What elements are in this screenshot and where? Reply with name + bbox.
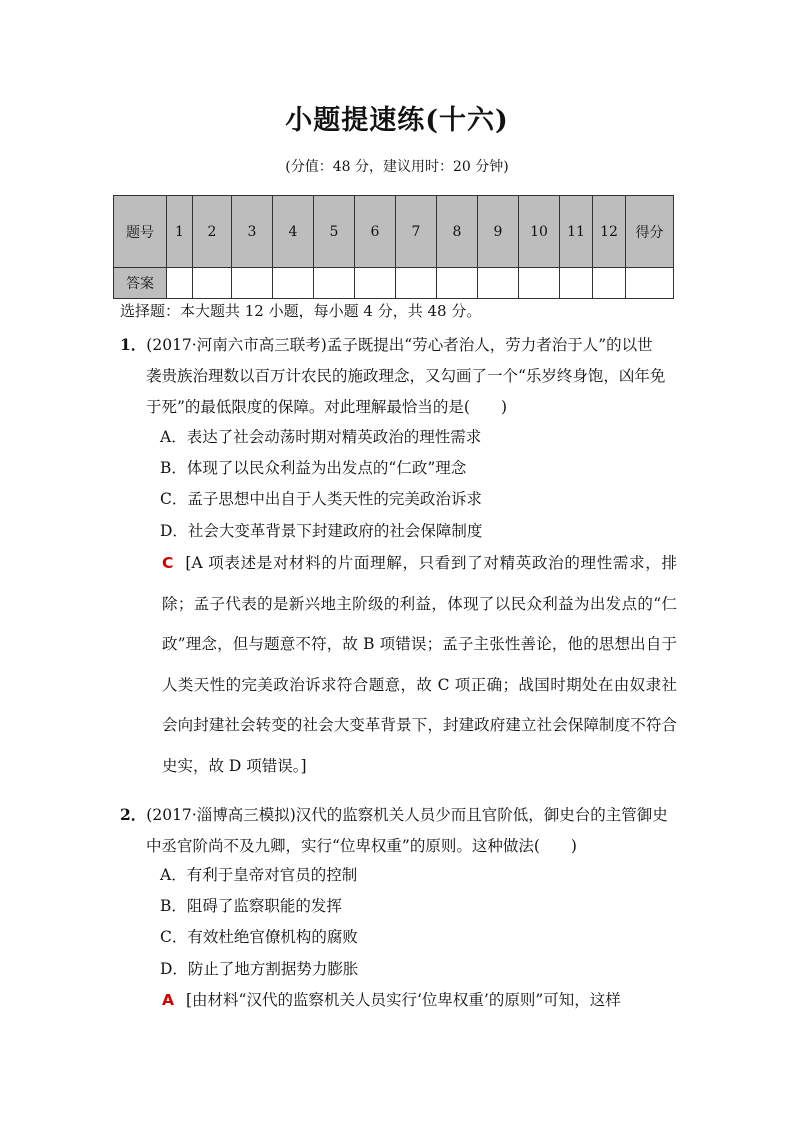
question-number-cell: 7 [396,196,437,268]
answer-cell[interactable] [355,268,396,299]
answer-cell[interactable] [314,268,355,299]
score-label: 得分 [626,196,674,268]
option-b[interactable]: B．阻碍了监察职能的发挥 [160,897,342,915]
option-a[interactable]: A．表达了社会动荡时期对精英政治的理性需求 [160,428,482,446]
question-number: 1． [120,335,147,354]
question-number-label: 题号 [114,196,167,268]
answer-cell[interactable] [519,268,560,299]
answer-cell[interactable] [396,268,437,299]
question-1 [120,329,680,423]
question-number-cell: 6 [355,196,396,268]
explanation-2 [162,980,677,1021]
question-number-cell: 1 [167,196,193,268]
explanation-text: [A 项表述是对材料的片面理解，只看到了对精英政治的理性需求，排除；孟子代表的是新兴地主阶级的利益，体现了以民众利益为出发点的“仁政”理念，但与题意不符，故 B 项错误；孟子主张性善论，他的思想出自于人类天性的完美政治诉求符合题意，故 C 项正确；战国时期处在由奴隶社会向封建社会转变的社会大变革背景下，封建政府建立社会保障制度不符合史实，故 D 项错误。] [162,554,677,775]
question-number-cell: 4 [273,196,314,268]
question-number-cell: 11 [560,196,593,268]
answer-cell[interactable] [478,268,519,299]
question-number: 2． [120,805,147,824]
option-c[interactable]: C．有效杜绝官僚机构的腐败 [160,928,358,946]
answer-letter: C [162,554,174,572]
answer-cell[interactable] [593,268,626,299]
question-stem-rest: 袭贵族治理数以百万计农民的施政理念，又勾画了一个“乐岁终身饱，凶年免于死”的最低限度的保障。对此理解最恰当的是( ) [146,367,666,416]
score-table [113,195,674,299]
option-d[interactable]: D．社会大变革背景下封建政府的社会保障制度 [160,522,483,540]
question-number-cell: 9 [478,196,519,268]
option-d[interactable]: D．防止了地方割据势力膨胀 [160,960,359,978]
question-2 [120,799,680,862]
question-stem-rest: 中丞官阶尚不及九卿，实行“位卑权重”的原则。这种做法( ) [146,837,577,855]
page-title: 小题提速练(十六) [285,105,509,136]
question-stem-line: (2017·淄博高三模拟)汉代的监察机关人员少而且官阶低，御史台的主管御史 [146,806,668,824]
question-number-cell: 8 [437,196,478,268]
explanation-1 [162,543,677,786]
answer-cell[interactable] [437,268,478,299]
score-cell[interactable] [626,268,674,299]
answer-letter: A [162,991,174,1009]
score-time-info: (分值：48 分，建议用时：20 分钟) [285,159,509,175]
answer-cell[interactable] [167,268,193,299]
answer-cell[interactable] [560,268,593,299]
answer-cell[interactable] [193,268,232,299]
question-number-cell: 5 [314,196,355,268]
question-number-cell: 10 [519,196,560,268]
section-note: 选择题：本大题共 12 小题，每小题 4 分，共 48 分。 [120,302,482,320]
score-table-answer-row [114,268,674,299]
question-number-cell: 12 [593,196,626,268]
score-table-header-row [114,196,674,268]
answer-cell[interactable] [232,268,273,299]
option-b[interactable]: B．体现了以民众利益为出发点的“仁政”理念 [160,459,467,477]
question-stem-line: (2017·河南六市高三联考)孟子既提出“劳心者治人，劳力者治于人”的以世 [146,336,653,354]
question-number-cell: 2 [193,196,232,268]
answer-cell[interactable] [273,268,314,299]
option-c[interactable]: C．孟子思想中出自于人类天性的完美政治诉求 [160,490,482,508]
option-a[interactable]: A．有利于皇帝对官员的控制 [160,866,358,884]
explanation-text: [由材料“汉代的监察机关人员实行‘位卑权重’的原则”可知，这样 [186,991,621,1009]
answer-label: 答案 [114,268,167,299]
question-number-cell: 3 [232,196,273,268]
